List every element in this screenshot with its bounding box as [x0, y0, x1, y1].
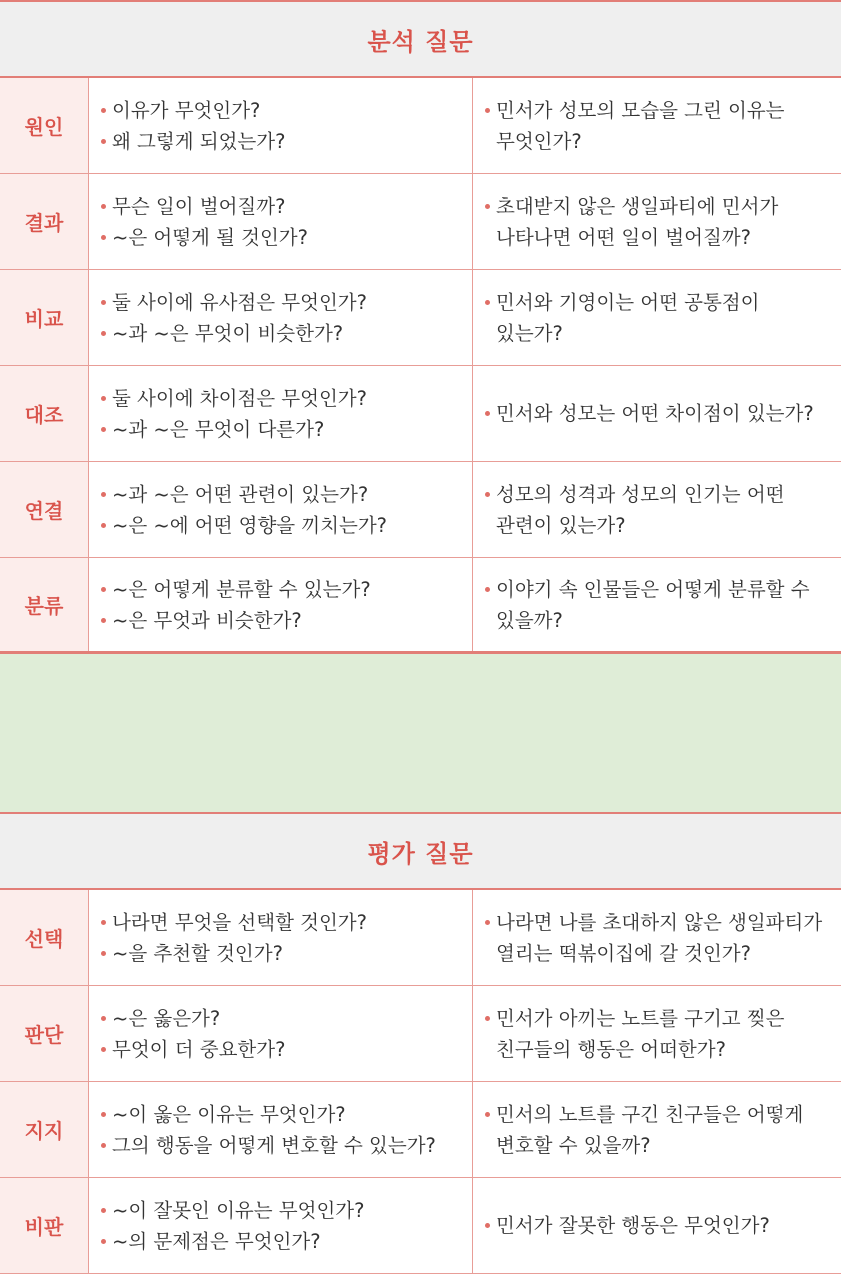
- general-question-item: ~은 어떻게 될 것인가?: [101, 222, 472, 253]
- general-question-item: 무엇이 더 중요한가?: [101, 1034, 472, 1065]
- row-category: 판단: [0, 986, 89, 1081]
- table-row: [0, 366, 841, 462]
- example-question-text: [485, 95, 785, 157]
- row-category: 지지: [0, 1082, 89, 1177]
- section-title: 평가 질문: [367, 839, 474, 868]
- example-question-text: [485, 1003, 785, 1065]
- example-line: 있는가?: [496, 321, 563, 345]
- example-question: [473, 1082, 841, 1177]
- row-category: 원인: [0, 78, 89, 173]
- row-category: 비교: [0, 270, 89, 365]
- question-table: [0, 890, 841, 1274]
- general-question-item: 둘 사이에 차이점은 무엇인가?: [101, 383, 472, 414]
- question-table: [0, 78, 841, 654]
- example-question-text: [485, 574, 810, 636]
- example-line: 이야기 속 인물들은 어떻게 분류할 수: [496, 577, 810, 601]
- example-question-text: [485, 287, 759, 349]
- example-question-text: [485, 398, 814, 429]
- general-question-item: 둘 사이에 유사점은 무엇인가?: [101, 287, 472, 318]
- example-question: [473, 986, 841, 1081]
- example-line: 무엇인가?: [496, 129, 582, 153]
- general-question-item: 왜 그렇게 되었는가?: [101, 126, 472, 157]
- table-row: [0, 890, 841, 986]
- general-questions: [89, 270, 473, 365]
- example-question-text: [485, 479, 785, 541]
- example-question: [473, 270, 841, 365]
- example-line: 나라면 나를 초대하지 않은 생일파티가: [496, 910, 823, 934]
- section-header: [0, 0, 841, 78]
- example-line: 나타나면 어떤 일이 벌어질까?: [496, 225, 751, 249]
- example-question-text: [485, 1099, 803, 1161]
- table-row: [0, 986, 841, 1082]
- general-question-item: ~은 옳은가?: [101, 1003, 472, 1034]
- general-question-item: ~은 어떻게 분류할 수 있는가?: [101, 574, 472, 605]
- example-line: 있을까?: [496, 608, 563, 632]
- table-row: [0, 270, 841, 366]
- general-questions: [89, 890, 473, 985]
- general-questions: [89, 1178, 473, 1273]
- example-line: 변호할 수 있을까?: [496, 1133, 651, 1157]
- general-question-item: ~이 잘못인 이유는 무엇인가?: [101, 1195, 472, 1226]
- table-row: [0, 1082, 841, 1178]
- section-title: 분석 질문: [367, 27, 474, 56]
- example-question: [473, 174, 841, 269]
- general-question-item: ~은 무엇과 비슷한가?: [101, 605, 472, 636]
- example-question: [473, 78, 841, 173]
- row-category: 대조: [0, 366, 89, 461]
- example-question: [473, 1178, 841, 1273]
- example-question: [473, 558, 841, 651]
- example-line: 관련이 있는가?: [496, 513, 626, 537]
- section-divider: [0, 654, 841, 812]
- general-questions: [89, 78, 473, 173]
- general-question-item: ~과 ~은 무엇이 비슷한가?: [101, 318, 472, 349]
- general-question-item: ~과 ~은 어떤 관련이 있는가?: [101, 479, 472, 510]
- general-question-item: 이유가 무엇인가?: [101, 95, 472, 126]
- example-line: 민서의 노트를 구긴 친구들은 어떻게: [496, 1102, 804, 1126]
- example-question: [473, 462, 841, 557]
- general-question-item: ~의 문제점은 무엇인가?: [101, 1226, 472, 1257]
- general-questions: [89, 462, 473, 557]
- general-question-item: ~이 옳은 이유는 무엇인가?: [101, 1099, 472, 1130]
- general-questions: [89, 1082, 473, 1177]
- table-row: [0, 78, 841, 174]
- table-row: [0, 174, 841, 270]
- row-category: 연결: [0, 462, 89, 557]
- table-row: [0, 462, 841, 558]
- example-line: 열리는 떡볶이집에 갈 것인가?: [496, 941, 751, 965]
- row-category: 선택: [0, 890, 89, 985]
- table-row: [0, 1178, 841, 1274]
- example-line: 친구들의 행동은 어떠한가?: [496, 1037, 726, 1061]
- general-question-item: 무슨 일이 벌어질까?: [101, 191, 472, 222]
- general-question-item: ~을 추천할 것인가?: [101, 938, 472, 969]
- example-line: 초대받지 않은 생일파티에 민서가: [496, 194, 779, 218]
- table-row: [0, 558, 841, 654]
- row-category: 비판: [0, 1178, 89, 1273]
- row-category: 결과: [0, 174, 89, 269]
- general-question-item: 그의 행동을 어떻게 변호할 수 있는가?: [101, 1130, 472, 1161]
- general-questions: [89, 558, 473, 651]
- example-question-text: [485, 907, 822, 969]
- general-questions: [89, 174, 473, 269]
- example-question: [473, 890, 841, 985]
- evaluation-section: [0, 812, 841, 1274]
- example-line: 민서와 성모는 어떤 차이점이 있는가?: [496, 402, 814, 425]
- example-line: 민서가 성모의 모습을 그린 이유는: [496, 98, 785, 122]
- example-question-text: [485, 191, 778, 253]
- general-question-item: ~과 ~은 무엇이 다른가?: [101, 414, 472, 445]
- example-line: 성모의 성격과 성모의 인기는 어떤: [496, 482, 785, 506]
- general-questions: [89, 366, 473, 461]
- example-question-text: [485, 1210, 770, 1241]
- example-question: [473, 366, 841, 461]
- example-line: 민서가 아끼는 노트를 구기고 찢은: [496, 1006, 785, 1030]
- example-line: 민서가 잘못한 행동은 무엇인가?: [496, 1214, 770, 1237]
- example-line: 민서와 기영이는 어떤 공통점이: [496, 290, 760, 314]
- row-category: 분류: [0, 558, 89, 651]
- section-header: [0, 812, 841, 890]
- general-question-item: ~은 ~에 어떤 영향을 끼치는가?: [101, 510, 472, 541]
- general-questions: [89, 986, 473, 1081]
- general-question-item: 나라면 무엇을 선택할 것인가?: [101, 907, 472, 938]
